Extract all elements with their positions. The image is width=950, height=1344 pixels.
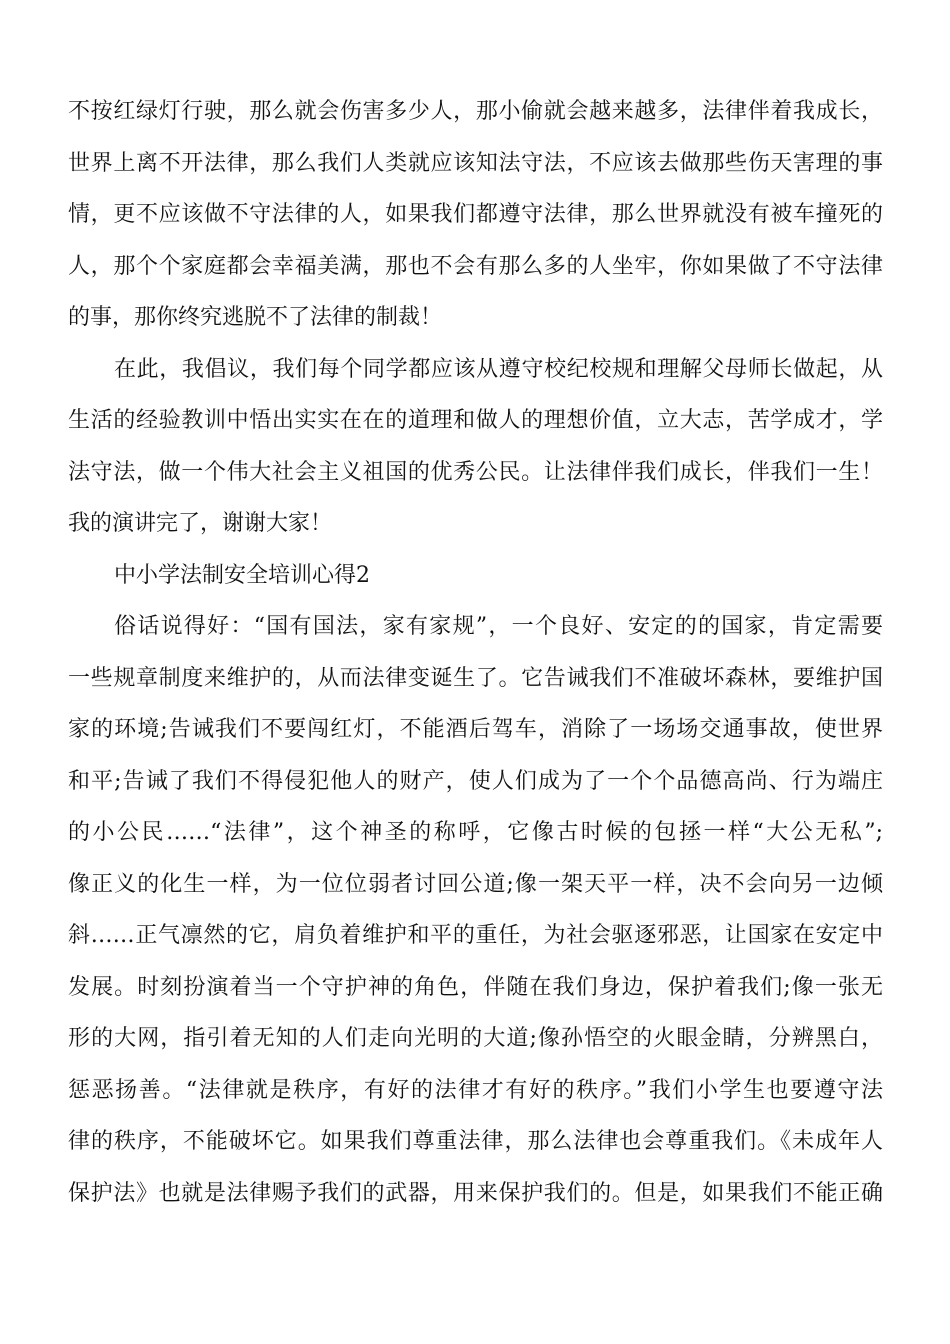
- document-page: [68, 86, 883, 1219]
- paragraph-start-line: 俗话说得好：“国有国法，家有家规”，一个良好、安定的的国家，肯定需要: [114, 614, 883, 639]
- text-line: 情，更不应该做不守法律的人，如果我们都遵守法律，那么世界就没有被车撞死的: [68, 202, 883, 227]
- text-line: 的小公民……“法律”，这个神圣的称呼，它像古时候的包拯一样“大公无私”;: [68, 820, 883, 845]
- text-line: 律的秩序，不能破坏它。如果我们尊重法律，那么法律也会尊重我们。《未成年人: [68, 1129, 883, 1154]
- text-line: 法守法，做一个伟大社会主义祖国的优秀公民。让法律伴我们成长，伴我们一生！: [68, 459, 883, 485]
- section-heading: 中小学法制安全培训心得2: [114, 562, 370, 588]
- text-line: 家的环境;告诫我们不要闯红灯，不能酒后驾车，消除了一场场交通事故，使世界: [68, 717, 883, 742]
- text-line: 的事，那你终究逃脱不了法律的制裁！: [68, 305, 443, 330]
- text-line: 不按红绿灯行驶，那么就会伤害多少人，那小偷就会越来越多，法律伴着我成长，: [68, 99, 883, 124]
- text-line: 形的大网，指引着无知的人们走向光明的大道;像孙悟空的火眼金睛，分辨黑白，: [68, 1026, 883, 1051]
- text-line: 发展。时刻扮演着当一个守护神的角色，伴随在我们身边，保护着我们;像一张无: [68, 974, 883, 1000]
- text-line: 和平;告诫了我们不得侵犯他人的财产，使人们成为了一个个品德高尚、行为端庄: [68, 768, 883, 794]
- paragraph-start-line: 在此，我倡议，我们每个同学都应该从遵守校纪校规和理解父母师长做起，从: [114, 356, 883, 382]
- text-line: 一些规章制度来维护的，从而法律变诞生了。它告诫我们不准破坏森林，要维护国: [68, 665, 883, 691]
- text-line: 世界上离不开法律，那么我们人类就应该知法守法，不应该去做那些伤天害理的事: [68, 150, 883, 176]
- text-line: 像正义的化生一样，为一位位弱者讨回公道;像一架天平一样，决不会向另一边倾: [68, 871, 883, 897]
- text-line: 保护法》也就是法律赐予我们的武器，用来保护我们的。但是，如果我们不能正确: [68, 1180, 883, 1206]
- text-line: 我的演讲完了，谢谢大家！: [68, 511, 333, 536]
- text-line: 人，那个个家庭都会幸福美满，那也不会有那么多的人坐牢，你如果做了不守法律: [68, 253, 883, 279]
- text-line: 斜……正气凛然的它，肩负着维护和平的重任，为社会驱逐邪恶，让国家在安定中: [68, 923, 883, 948]
- text-line: 惩恶扬善。“法律就是秩序，有好的法律才有好的秩序。”我们小学生也要遵守法: [68, 1077, 883, 1103]
- text-line: 生活的经验教训中悟出实实在在的道理和做人的理想价值，立大志，苦学成才，学: [68, 408, 883, 433]
